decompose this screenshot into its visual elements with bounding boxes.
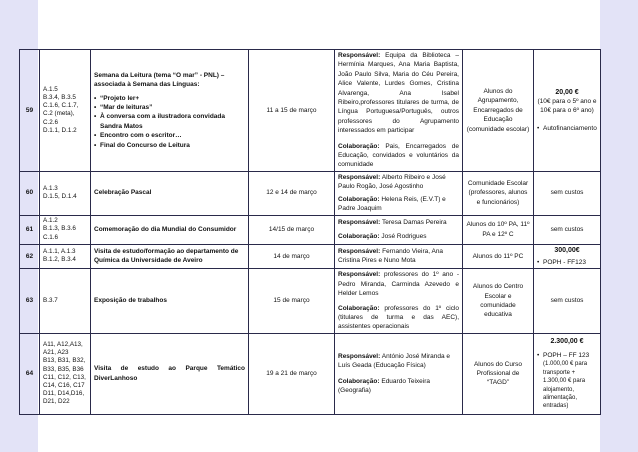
code-line: C14, C16, C17: [43, 381, 85, 389]
cost-detail: (1.000,00 € para transporte + 1.300,00 € para alojamento, alimentação, entradas): [543, 361, 588, 410]
collaboration-text: Eduardo Teixeira (Geografia): [338, 377, 431, 395]
activity-bullets: [94, 94, 245, 150]
activity-number: 60: [20, 171, 40, 215]
activity-date: 19 a 21 de março: [249, 333, 335, 414]
cost-detail: (10€ para o 5º ano e 10€ para o 6º ano): [537, 98, 597, 115]
responsible-cell: [335, 269, 463, 333]
code-line: C.2.6: [43, 118, 59, 126]
responsible-text: professores do 1º ano - Pedro Miranda, Carminda Azevedo e Helder Lemos: [338, 271, 459, 298]
responsible-cell: [335, 244, 463, 269]
responsible-label: Responsável:: [338, 173, 381, 181]
table-row: [20, 50, 601, 172]
code-line: B.1.3, B.3.6: [43, 225, 76, 233]
collaboration-label: Colaboração:: [338, 233, 380, 240]
cost-cell: [534, 333, 601, 414]
target-audience: Alunos do Agrupamento, Encarregados de Educação (comunidade escolar): [463, 50, 534, 172]
collaboration-label: Colaboração:: [338, 195, 380, 203]
code-line: D11, D14,D16,: [43, 390, 85, 398]
activity-date: 11 a 15 de março: [249, 50, 335, 172]
activity-plan-table: [19, 49, 601, 415]
activity-number: 62: [20, 244, 40, 269]
code-line: D.1.5, D.1.4: [43, 193, 77, 201]
activity-number: 63: [20, 269, 40, 333]
bullet-item: • Encontro com o escritor…: [94, 131, 245, 140]
cost-bullets: [537, 351, 597, 360]
activity-title: Semana da Leitura (tema “O mar” - PNL) – associada à Semana das Línguas:: [94, 71, 225, 89]
code-line: C11, C12, C13,: [43, 373, 86, 381]
cost-cell: sem custos: [534, 171, 601, 215]
cost-cell: [534, 50, 601, 172]
collaboration-text: professores do 1º ciclo (titulares de turma e das AEC), assistentes operacionais: [338, 304, 459, 331]
cost-bullets: [537, 258, 597, 267]
activity-title: Celebração Pascal: [91, 171, 249, 215]
code-line: B13, B31, B32,: [43, 357, 86, 365]
table-row: [20, 215, 601, 244]
code-line: C.1.6, C.1.7,: [43, 102, 79, 110]
objective-codes: [40, 171, 91, 215]
cost-amount: 300,00€: [554, 246, 580, 254]
table-row: [20, 269, 601, 333]
activity-date: 15 de março: [249, 269, 335, 333]
activity-date: 14/15 de março: [249, 215, 335, 244]
activity-number: 59: [20, 50, 40, 172]
code-line: B33, B35, B36: [43, 365, 84, 373]
collaboration-label: Colaboração:: [338, 304, 380, 312]
table-row: [20, 244, 601, 269]
activity-title: Exposição de trabalhos: [91, 269, 249, 333]
code-line: A11, A12,A13,: [43, 340, 83, 348]
cost-cell: [534, 244, 601, 269]
bullet-item: • Autofinanciamento: [537, 124, 597, 133]
objective-codes: [40, 50, 91, 172]
code-line: C.1.6: [43, 233, 59, 241]
code-line: B.3.7: [43, 296, 58, 304]
responsible-cell: [335, 215, 463, 244]
code-line: C.2 (meta),: [43, 110, 75, 118]
objective-codes: [40, 244, 91, 269]
code-line: A.1.5: [43, 85, 58, 93]
activity-title: Visita de estudo/formação ao departamento de Química da Universidade de Aveiro: [91, 244, 249, 269]
objective-codes: [40, 269, 91, 333]
bullet-item: • À conversa com a ilustradora convidada Sandra Matos: [94, 112, 245, 131]
responsible-label: Responsável:: [338, 218, 381, 226]
collaboration-text: Pais, Encarregados de Educação, convidados e voluntários da comunidade: [338, 142, 459, 169]
objective-codes: [40, 333, 91, 414]
bullet-item: • Final do Concurso de Leitura: [94, 141, 245, 150]
bullet-item: • POPH - FF123: [537, 258, 597, 267]
cost-bullets: [537, 124, 597, 133]
activity-date: 14 de março: [249, 244, 335, 269]
responsible-text: Fernando Vieira, Ana Cristina Pires e Nuno Mota: [338, 248, 444, 265]
code-line: A.1.2: [43, 217, 58, 225]
target-audience: Alunos do 11º PC: [463, 244, 534, 269]
target-audience: Alunos do Curso Profissional de “TAGD”: [463, 333, 534, 414]
code-line: D21, D22: [43, 398, 70, 406]
table-row: [20, 171, 601, 215]
code-line: A.1.1, A.1.3: [43, 248, 76, 256]
cost-cell: sem custos: [534, 215, 601, 244]
responsible-text: Alberto Ribeiro e José Paulo Rogão, José Agostinho: [338, 173, 446, 191]
responsible-text: António José Miranda e Luís Geada (Educação Física): [338, 352, 451, 370]
collaboration-label: Colaboração:: [338, 142, 380, 150]
target-audience: Alunos do Centro Escolar e comunidade educativa: [463, 269, 534, 333]
activity-number: 64: [20, 333, 40, 414]
activity-title: Comemoração do dia Mundial do Consumidor: [91, 215, 249, 244]
responsible-text: Teresa Damas Pereira: [381, 218, 447, 226]
bullet-item: • “Mar de leituras”: [94, 103, 245, 112]
responsible-label: Responsável:: [338, 352, 381, 360]
collaboration-text: José Rodrigues: [381, 233, 427, 240]
bullet-item: • “Projeto ler+: [94, 94, 245, 103]
activity-number: 61: [20, 215, 40, 244]
code-line: B.3.4, B.3.5: [43, 94, 76, 102]
responsible-cell: [335, 171, 463, 215]
target-audience: Comunidade Escolar (professores, alunos e funcionários): [463, 171, 534, 215]
responsible-label: Responsável:: [338, 248, 381, 255]
code-line: B.1.2, B.3.4: [43, 256, 76, 264]
cost-cell: sem custos: [534, 269, 601, 333]
target-audience: Alunos do 10º PA, 11º PA e 12º C: [463, 215, 534, 244]
collaboration-text: Helena Reis, (E.V.T) e Padre Joaquim: [338, 195, 446, 213]
responsible-cell: [335, 50, 463, 172]
activity-cell: [91, 50, 249, 172]
responsible-cell: [335, 333, 463, 414]
responsible-label: Responsável:: [338, 271, 381, 279]
cost-amount: 2.300,00 €: [550, 337, 584, 345]
table-row: [20, 333, 601, 414]
code-line: D.1.1, D.1.2: [43, 126, 77, 134]
responsible-text: Equipa da Biblioteca – Hermínia Marques, Ana Maria Baptista, João Paulo Silva, Maria do Céu Pereira, Alice Valente, Lurdes Gomes, Cristina Alvarenga, Ana Isabel Ribeiro,professores titulares de turma, de Língua Portuguesa/Português, outros professores do Agrupamento interessados em participar: [338, 52, 460, 135]
responsible-label: Responsável:: [338, 52, 381, 59]
code-line: A21, A23: [43, 349, 69, 357]
objective-codes: [40, 215, 91, 244]
activity-date: 12 e 14 de março: [249, 171, 335, 215]
bullet-item: • POPH – FF 123: [537, 351, 597, 360]
activity-title: Visita de estudo ao Parque Temático DiverLanhoso: [91, 333, 249, 414]
code-line: A.1.3: [43, 184, 58, 192]
collaboration-label: Colaboração:: [338, 377, 380, 385]
cost-amount: 20,00 €: [555, 88, 579, 96]
